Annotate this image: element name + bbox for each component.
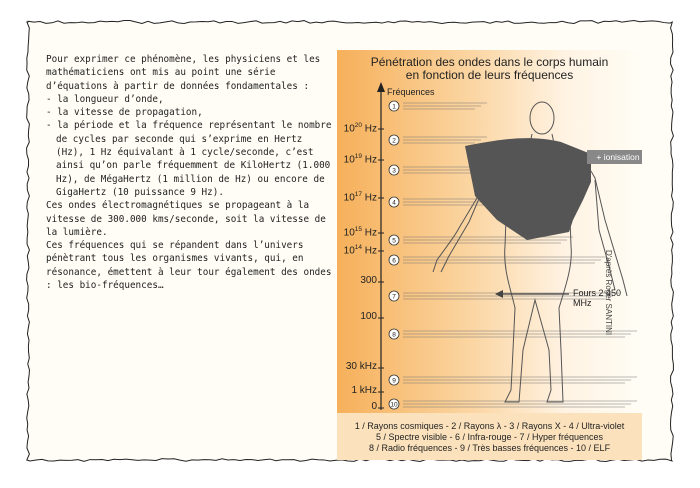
band-number: 8 [392, 331, 396, 339]
frequency-unit: Hz [362, 192, 377, 204]
frequency-penetration-figure [337, 50, 642, 460]
figure-subtitle: en fonction de leurs fréquences [405, 68, 574, 82]
band-number: 10 [390, 401, 398, 409]
list-item: - la longueur d’onde, [46, 93, 164, 105]
list-item: - la vitesse de propagation, [46, 107, 203, 119]
frequency-label [337, 311, 377, 322]
frequency-label [337, 226, 377, 238]
frequency-base: 10 [343, 123, 355, 135]
frequency-label [337, 361, 377, 372]
fundamentals-list [46, 93, 334, 199]
axis-label: Fréquences [387, 87, 435, 97]
frequency-base: 0 [371, 401, 377, 412]
frequency-exponent: 17 [354, 191, 362, 198]
frequency-unit: Hz [362, 154, 377, 166]
biofrequency-paragraph: Ces fréquences qui se répandent dans l’univers pénètrant tous les organismes vivants, qui, en résonance, émettent à leur tour également des ondes : les bio-fréquences… [46, 240, 332, 292]
frequency-base: 10 [343, 154, 355, 166]
list-item: - la période et la fréquence représentant le nombre de cycles par seconde qui s’exprime en Hertz (Hz), 1 Hz équivalant à 1 cycle/seconde, c’est ainsi qu’on parle fréquemment de KiloHertz (1.000 Hz), de MégaHertz (1 million de Hz) ou encore de GigaHertz (10 puissance 9 Hz). [46, 120, 332, 198]
frequency-label [337, 385, 377, 396]
frequency-base: 10 [343, 227, 355, 239]
caption-line-1: 1 / Rayons cosmiques - 2 / Rayons λ - 3 / Rayons X - 4 / Ultra-violet [354, 421, 625, 431]
frequency-base: 10 [343, 192, 355, 204]
intro-paragraph: Pour exprimer ce phénomène, les physiciens et les mathématiciens ont mis au point une série d’équations à partir de données fondamentales : [46, 54, 321, 92]
band-number: 7 [392, 293, 396, 301]
frequency-label [337, 401, 377, 412]
band-number: 9 [392, 377, 396, 385]
band-number: 5 [392, 237, 396, 245]
figure-graphic [337, 50, 642, 460]
article-text [46, 53, 334, 292]
figure-title: Pénétration des ondes dans le corps humain [370, 55, 609, 69]
frequency-unit: Hz [362, 123, 377, 135]
frequency-label [337, 275, 377, 286]
frequency-label [337, 153, 377, 165]
caption-line-3: 8 / Radio fréquences - 9 / Très basses fréquences - 10 / ELF [368, 443, 611, 453]
frequency-label [337, 191, 377, 203]
ionisation-label: + ionisation [596, 152, 640, 162]
frequency-exponent: 15 [354, 226, 362, 233]
frequency-unit: Hz [362, 245, 377, 257]
credit-label: D'après Roger SANTINI [604, 250, 613, 336]
frequency-base: 30 kHz [345, 361, 377, 372]
frequency-base: 100 [360, 311, 377, 322]
microwave-oven-label: Fours 2 450 MHz [573, 288, 622, 308]
band-number: 2 [392, 137, 396, 145]
band-number: 4 [392, 199, 396, 207]
frequency-label [337, 122, 377, 134]
frequency-exponent: 19 [354, 153, 362, 160]
frequency-exponent: 14 [354, 244, 362, 251]
frequency-base: 10 [343, 245, 355, 257]
band-number: 6 [392, 257, 396, 265]
frequency-base: 300 [360, 275, 377, 286]
caption-line-2: 5 / Spectre visible - 6 / Infra-rouge - 7 / Hyper fréquences [375, 432, 604, 442]
frequency-base: 1 kHz [351, 385, 377, 396]
spectrum-background [337, 50, 642, 413]
band-number: 1 [392, 103, 396, 111]
speed-paragraph: Ces ondes électromagnétiques se propageant à la vitesse de 300.000 kms/seconde, soit la vitesse de la lumière. [46, 200, 326, 238]
frequency-exponent: 20 [354, 122, 362, 129]
frequency-label [337, 244, 377, 256]
band-number: 3 [392, 167, 396, 175]
frequency-unit: Hz [362, 227, 377, 239]
